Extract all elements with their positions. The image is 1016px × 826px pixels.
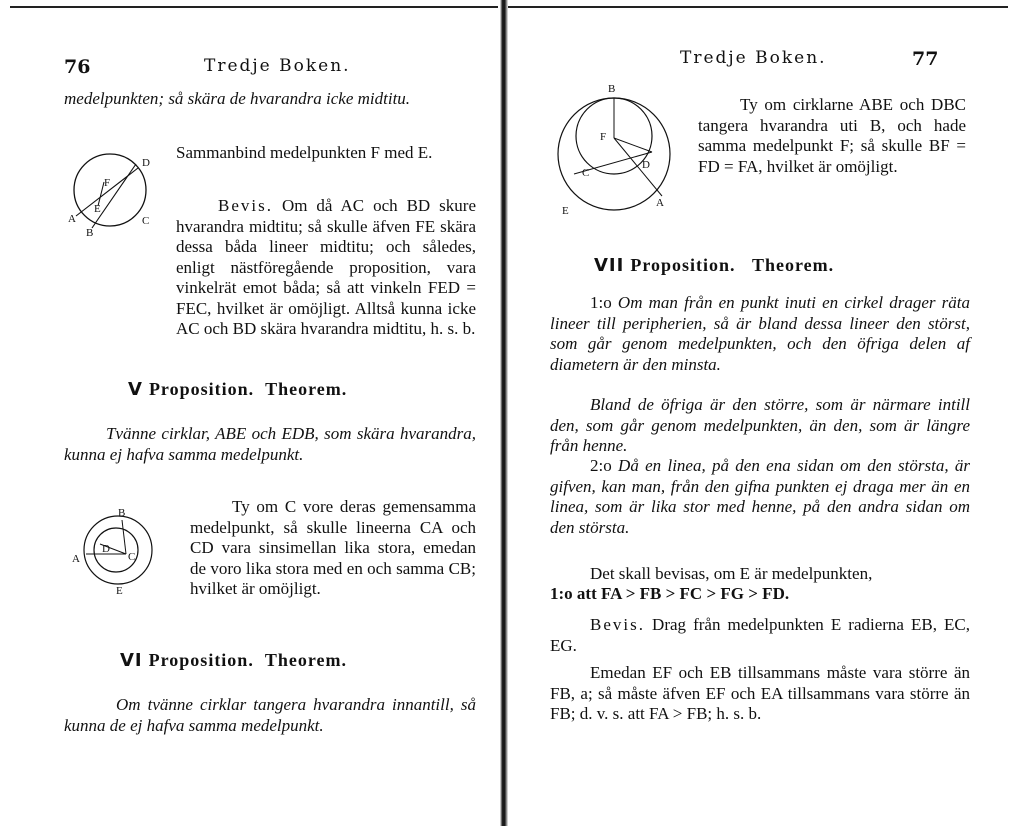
fig3-label-e: E <box>562 205 569 217</box>
bevis-text: Om då AC och BD skure hvarandra midtitu; så skulle äfven FE skära dessa båda lineer midtitu; och således, enligt nästföregående proposition, vara vinkelrät emot båda; så att vinkeln FED = FEC, hvilket är omöjligt. Alltså kunna icke AC och BD skära hvarandra midtitu, h. s. b. <box>176 196 476 338</box>
part2-paragraph <box>550 456 970 538</box>
prop6-label: Proposition. <box>148 650 254 670</box>
prop7-heading <box>594 255 834 276</box>
page-number: 76 <box>64 56 91 78</box>
prop5-proof: Ty om C vore deras gemensamma medelpunkt, så skulle lineerna CA och CD vara sinsimellan lika stora, emedan de voro lika stora med en och samma CB; hvilket är omöjligt. <box>190 497 476 598</box>
part1-continuation: Bland de öfriga är den större, som är närmare intill den, som går genom medelpunkten, än den, som är längre från henne. <box>550 395 970 455</box>
fig2-label-d: D <box>102 543 110 555</box>
part1-number: 1:o <box>590 293 612 312</box>
prop7-theorem: Theorem. <box>752 255 835 275</box>
prop7-roman: VII <box>594 255 625 276</box>
prop5-label: Proposition. <box>148 379 255 399</box>
bevis-wrap-area <box>64 236 476 336</box>
prop5-statement: Tvänne cirklar, ABE och EDB, som skära hvarandra, kunna ej hafva samma medelpunkt. <box>64 424 476 464</box>
figure-tangent-circles <box>544 78 684 218</box>
prop5-heading <box>128 379 347 400</box>
fig2-label-b: B <box>118 507 126 519</box>
fig1-label-c: C <box>142 215 150 227</box>
left-page <box>0 0 500 826</box>
proof-top: Ty om cirklarne ABE och DBC tangera hvarandra uti B, och hade samma medelpunkt F; så skulle BF = FD = FA, hvilket är omöjligt. <box>698 95 966 176</box>
part2-number: 2:o <box>590 456 612 475</box>
fig2-label-e: E <box>116 585 123 596</box>
running-head: Tredje Boken. <box>680 48 827 68</box>
running-head: Tredje Boken. <box>204 56 351 76</box>
fig3-label-b: B <box>608 83 616 95</box>
fig1-label-d: D <box>142 157 150 169</box>
top-rule <box>508 6 1008 8</box>
fig1-label-b: B <box>86 227 94 236</box>
bevis-text: Drag från medelpunkten E radierna EB, EC, EG. <box>550 615 971 655</box>
prop6-statement: Om tvänne cirklar tangera hvarandra innantill, så kunna de ej hafva samma medelpunkt. <box>64 695 476 735</box>
prop5-theorem: Theorem. <box>265 379 348 399</box>
part1-text: Om man från en punkt inuti en cirkel drager räta lineer till peripherien, så är bland dessa lineer den störst, som går genom medelpunkten, och den öfriga delen af diametern är den minsta. <box>550 293 971 374</box>
prop6-heading <box>120 650 347 671</box>
prop6-theorem: Theorem. <box>264 650 347 670</box>
bevis-label: Bevis. <box>590 615 645 634</box>
prop5-roman: V <box>128 379 143 400</box>
figure-intersecting-circles <box>66 504 170 596</box>
book-gutter <box>500 0 508 826</box>
top-rule <box>10 6 498 8</box>
fig1-label-f: F <box>104 177 111 189</box>
fig1-label-e: E <box>94 203 101 215</box>
prop6-roman: VI <box>120 650 143 671</box>
part2-text: Då en linea, på den ena sidan om den största, är gifven, kan man, från den gifna punkten ej draga mer än en linea, som är lika stor med henne, på den andra sidan om den största. <box>550 456 971 537</box>
to-show-list: 1:o att FA > FB > FC > FG > FD. <box>550 584 790 603</box>
page-number: 77 <box>912 48 939 70</box>
fig3-label-d: D <box>642 159 650 171</box>
instruction-text: Sammanbind medelpunkten F med E. <box>176 143 433 162</box>
prop7-label: Proposition. <box>630 255 736 275</box>
fig3-label-a: A <box>656 197 664 209</box>
intro-text: medelpunkten; så skära de hvarandra icke midtitu. <box>64 89 411 108</box>
part1-paragraph <box>550 293 970 375</box>
to-show: Det skall bevisas, om E är medelpunkten, <box>590 564 873 583</box>
right-page <box>508 0 1016 826</box>
fig2-label-a: A <box>72 553 80 565</box>
fig2-label-c: C <box>128 551 136 563</box>
final-paragraph: Emedan EF och EB tillsammans måste vara större än FB, a; så måste äfven EF och EA tillsammans vara större än FB; d. v. s. att FA > FB; h. s. b. <box>550 663 970 723</box>
fig1-label-a: A <box>68 213 76 225</box>
fig3-label-f: F <box>600 131 607 143</box>
figure-two-chords <box>64 146 164 236</box>
bevis-paragraph <box>550 615 970 656</box>
bevis-label: Bevis. <box>218 196 273 215</box>
fig3-label-c: C <box>582 167 590 179</box>
